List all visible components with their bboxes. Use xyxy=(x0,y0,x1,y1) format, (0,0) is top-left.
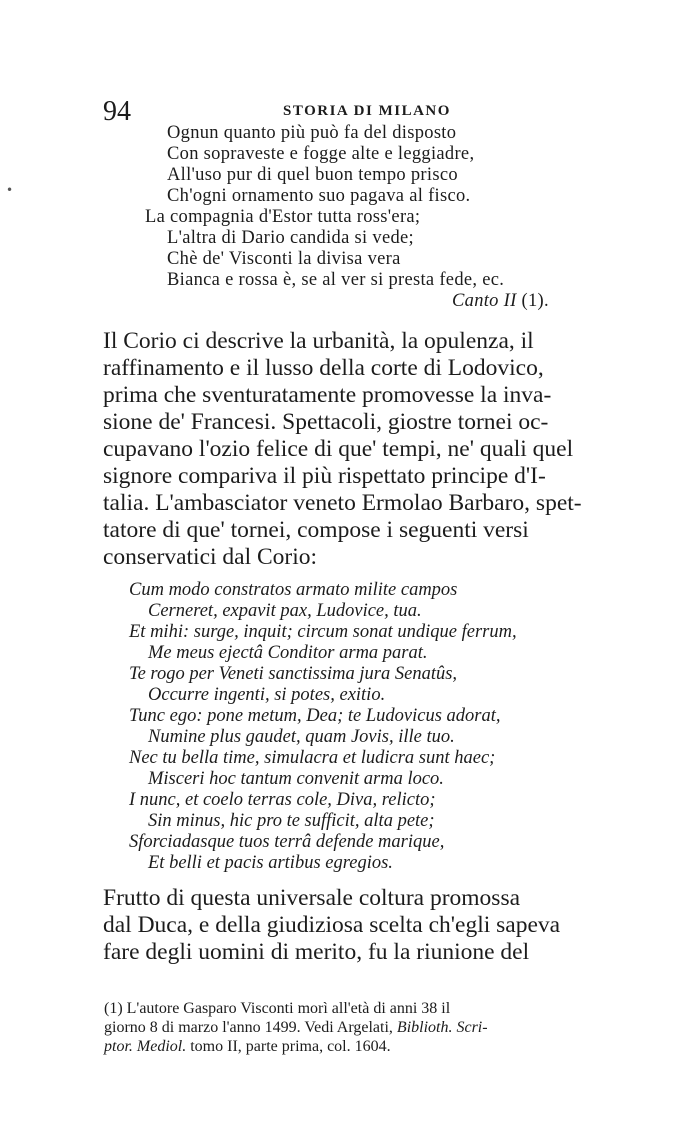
latin-line: Sforciadasque tuos terrâ defende marique, xyxy=(129,832,445,852)
paragraph-line: dal Duca, e della giudiziosa scelta ch'egli sapeva xyxy=(103,912,561,938)
latin-line: Tunc ego: pone metum, Dea; te Ludovicus adorat, xyxy=(129,706,501,726)
paragraph-line: Il Corio ci descrive la urbanità, la opulenza, il xyxy=(103,328,534,354)
paragraph-line: signore compariva il più rispettato principe d'I- xyxy=(103,463,546,489)
footnote-line xyxy=(104,1019,488,1037)
footnote-line xyxy=(104,1038,391,1056)
latin-line: Sin minus, hic pro te sufficit, alta pete; xyxy=(148,811,435,831)
latin-line: I nunc, et coelo terras cole, Diva, relicto; xyxy=(129,790,436,810)
page-header xyxy=(103,98,603,126)
poem-line: Con sopraveste e fogge alte e leggiadre, xyxy=(167,144,475,164)
footnote-text: giorno 8 di marzo l'anno 1499. Vedi Argelati, xyxy=(104,1019,397,1036)
page-speck: • xyxy=(6,183,14,197)
latin-line: Cerneret, expavit pax, Ludovice, tua. xyxy=(148,601,422,621)
latin-line: Et belli et pacis artibus egregios. xyxy=(148,853,393,873)
paragraph-line: raffinamento e il lusso della corte di Lodovico, xyxy=(103,355,544,381)
footnote-line: (1) L'autore Gasparo Visconti morì all'età di anni 38 il xyxy=(104,1000,451,1017)
footnote-citation: Biblioth. Scri- xyxy=(396,1019,488,1036)
poem-citation xyxy=(452,291,549,312)
paragraph-line: talia. L'ambasciator veneto Ermolao Barbaro, spet- xyxy=(103,490,582,516)
latin-line: Et mihi: surge, inquit; circum sonat undique ferrum, xyxy=(129,622,517,642)
footnote-citation: ptor. Mediol. xyxy=(104,1038,187,1055)
latin-line: Numine plus gaudet, quam Jovis, ille tuo. xyxy=(148,727,455,747)
footnote-ref: (1). xyxy=(521,291,549,311)
latin-line: Misceri hoc tantum convenit arma loco. xyxy=(148,769,444,789)
poem-line: Chè de' Visconti la divisa vera xyxy=(167,249,401,269)
paragraph-line: conservatici dal Corio: xyxy=(103,544,318,570)
page-number: 94 xyxy=(103,96,131,127)
running-title: STORIA DI MILANO xyxy=(283,103,451,119)
citation-work: Canto II xyxy=(452,291,517,311)
latin-line: Me meus ejectâ Conditor arma parat. xyxy=(148,643,428,663)
latin-line: Te rogo per Veneti sanctissima jura Senatûs, xyxy=(129,664,458,684)
paragraph-line: sione de' Francesi. Spettacoli, giostre tornei oc- xyxy=(103,409,549,435)
latin-line: Occurre ingenti, si potes, exitio. xyxy=(148,685,386,705)
paragraph-line: tatore di que' tornei, compose i seguenti versi xyxy=(103,517,529,543)
poem-line: Ch'ogni ornamento suo pagava al fisco. xyxy=(167,186,471,206)
paragraph-line: fare degli uomini di merito, fu la riunione del xyxy=(103,939,530,965)
poem-line: Ognun quanto più può fa del disposto xyxy=(167,123,457,143)
poem-line: La compagnia d'Estor tutta ross'era; xyxy=(145,207,421,227)
poem-line: All'uso pur di quel buon tempo prisco xyxy=(167,165,458,185)
paragraph-line: Frutto di questa universale coltura promossa xyxy=(103,885,521,911)
poem-line: L'altra di Dario candida si vede; xyxy=(167,228,414,248)
paragraph-line: cupavano l'ozio felice di que' tempi, ne' quali quel xyxy=(103,436,574,462)
paragraph-line: prima che sventuratamente promovesse la inva- xyxy=(103,382,552,408)
latin-line: Nec tu bella time, simulacra et ludicra sunt haec; xyxy=(129,748,496,768)
footnote-text: tomo II, parte prima, col. 1604. xyxy=(186,1038,391,1055)
poem-line: Bianca e rossa è, se al ver si presta fede, ec. xyxy=(167,270,505,290)
latin-line: Cum modo constratos armato milite campos xyxy=(129,580,458,600)
